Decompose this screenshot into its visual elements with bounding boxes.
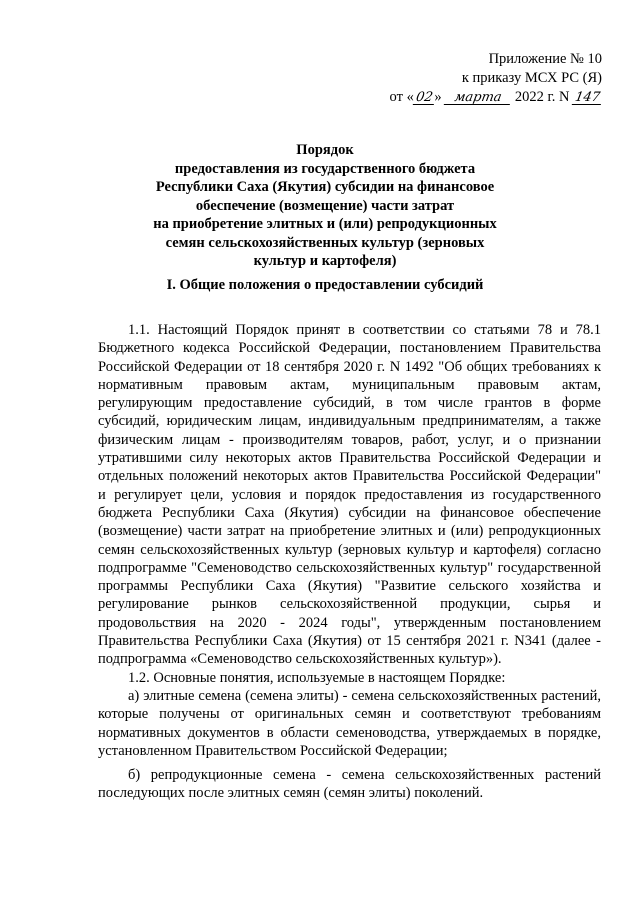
section-heading: I. Общие положения о предоставлении субсидий: [166, 277, 484, 293]
title-line: Порядок: [296, 142, 354, 158]
paragraph-item-b: б) репродукционные семена - семена сельскохозяйственных растений последующих после элитных семян (семян элиты) поколений.: [98, 767, 601, 802]
date-mid: »: [434, 89, 442, 105]
paragraph-1-1: 1.1. Настоящий Порядок принят в соответствии со статьями 78 и 78.1 Бюджетного кодекса Российской Федерации, постановлением Правительства Российской Федерации от 18 сентября 2020 г. N 1492 "Об общих требованиях к нормативным правовым актам, муниципальным правовым актам, регулирующим предоставление субсидий, в том числе грантов в форме субсидий, юридическим лицам, индивидуальным предпринимателям, а также физическим лицам - производителям товаров, работ, услуг, и о признании утратившими силу некоторых актов Правительства Российской Федерации и отдельных положений некоторых актов Правительства Российской Федерации" и регулирует цели, условия и порядок предоставления из государственного бюджета Республики Саха (Якутия) субсидии на финансовое обеспечение (возмещение) части затрат на приобретение элитных и (или) репродукционных семян сельскохозяйственных культур (зерновых культур и картофеля) согласно подпрограмме "Семеноводство сельскохозяйственных культур" государственной программы Республики Саха (Якутия) "Развитие сельского хозяйства и регулирование рынков сельскохозяйственной продукции, сырья и продовольствия на 2020 - 2024 годы", утвержденным постановлением Правительства Республики Саха (Якутия) от 15 сентября 2021 г. N341 (далее - подпрограмма «Семеноводство сельскохозяйственных культур»).: [98, 322, 601, 668]
date-prefix: от «: [389, 89, 414, 105]
appendix-number: Приложение № 10: [488, 51, 602, 67]
title-line: обеспечение (возмещение) части затрат: [195, 197, 455, 214]
handwritten-day: 02: [414, 90, 434, 105]
title-line: семян сельскохозяйственных культур (зерновых: [165, 234, 485, 251]
document-title: [120, 141, 530, 271]
paragraph-1-2: 1.2. Основные понятия, используемые в настоящем Порядке:: [128, 669, 506, 686]
date-year: 2022 г. N: [514, 89, 570, 105]
handwritten-month: марта: [444, 91, 512, 105]
title-line: на приобретение элитных и (или) репродукционных: [153, 216, 497, 232]
order-reference: к приказу МСХ РС (Я): [461, 70, 602, 86]
handwritten-order-number: 147: [573, 90, 602, 105]
title-line: предоставления из государственного бюджета: [174, 160, 476, 177]
document-body: [98, 321, 601, 803]
paragraph-item-a: а) элитные семена (семена элиты) - семена сельскохозяйственных растений, которые получены от оригинальных семян и соответствуют требованиям нормативных документов в области семеноводства, утверждаемых в порядке, установленном Правительством Российской Федерации;: [98, 687, 601, 759]
appendix-header: [390, 50, 602, 107]
order-date-line: [390, 88, 602, 107]
title-line: Республики Саха (Якутия) субсидии на финансовое: [155, 179, 495, 195]
title-line: культур и картофеля): [253, 253, 397, 269]
